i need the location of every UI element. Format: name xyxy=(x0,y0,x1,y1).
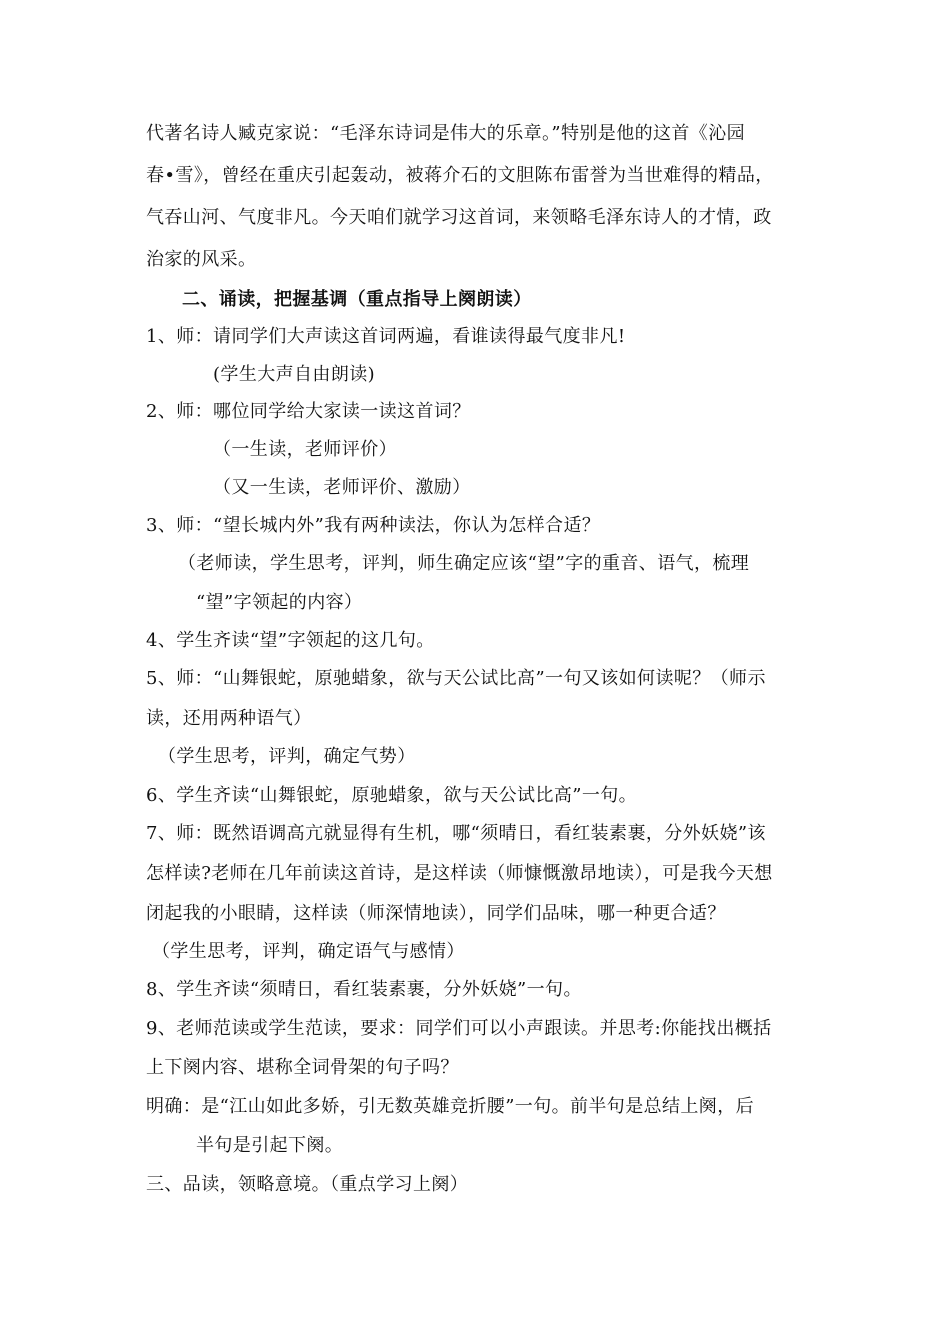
text-line: 治家的风采。 xyxy=(146,249,257,270)
text-line: （一生读，老师评价） xyxy=(213,439,397,460)
section-heading: 二、诵读，把握基调（重点指导上阕朗读） xyxy=(182,289,532,310)
text-line: （又一生读，老师评价、激励） xyxy=(213,477,471,498)
text-line: 3、师：“望长城内外”我有两种读法，你认为怎样合适？ xyxy=(146,515,601,536)
text-line: 上下阕内容、堪称全词骨架的句子吗？ xyxy=(146,1057,459,1078)
text-line: 明确：是“江山如此多娇，引无数英雄竞折腰”一句。前半句是总结上阕，后 xyxy=(146,1096,755,1117)
text-line: 6、学生齐读“山舞银蛇，原驰蜡象，欲与天公试比高”一句。 xyxy=(146,785,638,806)
text-line: 怎样读?老师在几年前读这首诗，是这样读（师慷慨激昂地读），可是我今天想 xyxy=(146,863,773,884)
text-line: （学生思考，评判，确定语气与感情） xyxy=(152,941,465,962)
text-line: “望”字领起的内容） xyxy=(196,592,363,613)
text-line: 5、师：“山舞银蛇，原驰蜡象，欲与天公试比高”一句又该如何读呢？（师示 xyxy=(146,668,766,689)
text-line: （老师读，学生思考，评判，师生确定应该“望”字的重音、语气，梳理 xyxy=(178,553,750,574)
text-line: 春•雪》，曾经在重庆引起轰动，被蒋介石的文胆陈布雷誉为当世难得的精品， xyxy=(146,165,774,186)
text-line: 读，还用两种语气） xyxy=(146,708,312,729)
text-line: 8、学生齐读“须晴日，看红装素裹，分外妖娆”一句。 xyxy=(146,979,582,1000)
text-line: 7、师：既然语调高亢就显得有生机，哪“须晴日，看红装素裹，分外妖娆”该 xyxy=(146,823,766,844)
text-line: 气吞山河、气度非凡。今天咱们就学习这首词，来领略毛泽东诗人的才情，政 xyxy=(146,207,772,228)
text-line: 三、品读，领略意境。（重点学习上阕） xyxy=(146,1174,469,1195)
text-line: 闭起我的小眼睛，这样读（师深情地读），同学们品味，哪一种更合适？ xyxy=(146,903,726,924)
text-line: 半句是引起下阕。 xyxy=(196,1135,344,1156)
text-line: 代著名诗人臧克家说：“毛泽东诗词是伟大的乐章。”特别是他的这首《沁园 xyxy=(146,123,746,144)
text-line: 2、师：哪位同学给大家读一读这首词？ xyxy=(146,401,471,422)
text-line: 9、老师范读或学生范读，要求：同学们可以小声跟读。并思考:你能找出概括 xyxy=(146,1018,772,1039)
text-line: 1、师：请同学们大声读这首词两遍，看谁读得最气度非凡! xyxy=(146,326,626,347)
text-line: 4、学生齐读“望”字领起的这几句。 xyxy=(146,630,435,651)
text-line: (学生大声自由朗读) xyxy=(213,364,376,385)
text-line: （学生思考，评判，确定气势） xyxy=(158,746,416,767)
